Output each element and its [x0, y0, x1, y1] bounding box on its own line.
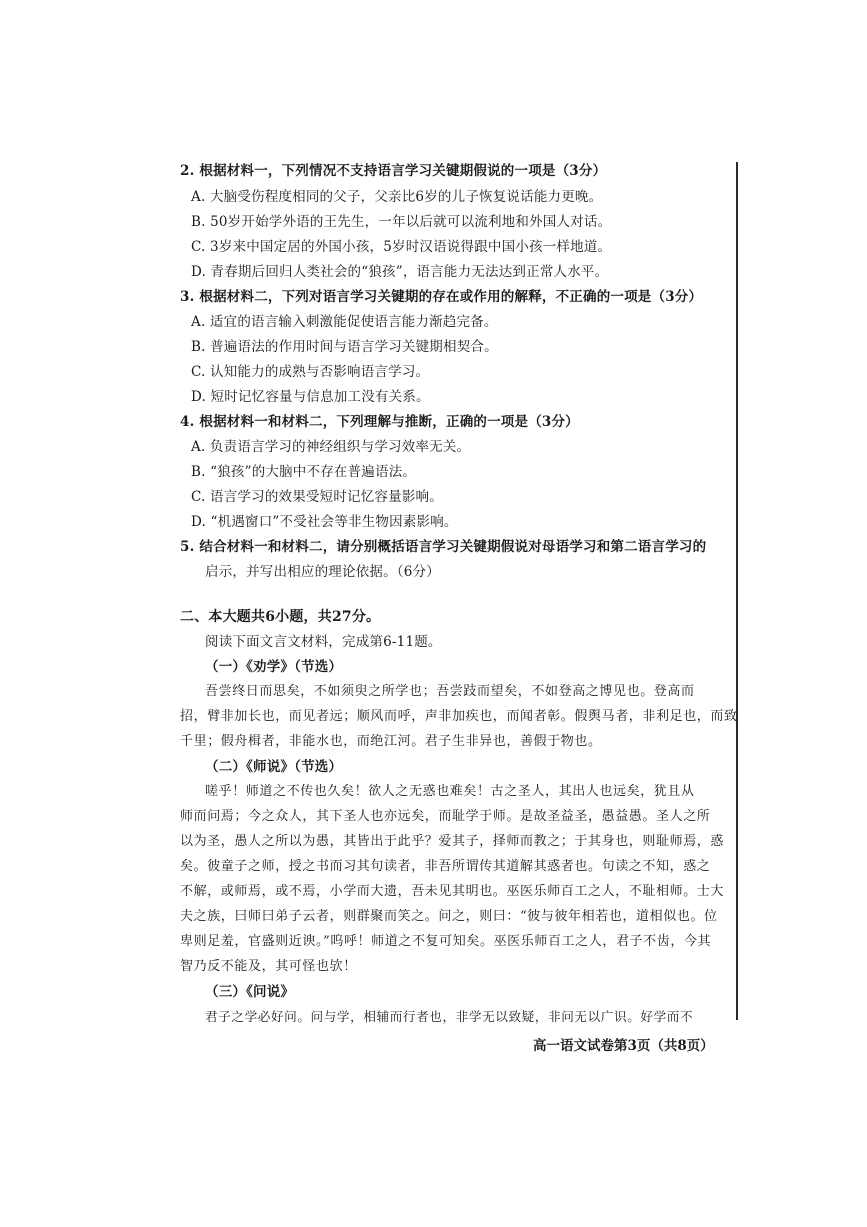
section-2-title: 二、本大题共6小题，共27分。: [180, 609, 381, 625]
passage-2-line: 师而问焉；今之众人，其下圣人也亦远矣，而耻学于师。是故圣益圣，愚益愚。圣人之所: [180, 809, 711, 824]
question-4-option-a: A. 负责语言学习的神经组织与学习效率无关。: [191, 439, 471, 455]
passage-3-heading: （三）《问说》: [205, 984, 295, 1000]
question-3-option-a: A. 适宜的语言输入刺激能促使语言能力渐趋完备。: [191, 314, 498, 330]
passage-2-line: 不解，或师焉，或不焉，小学而大遗，吾未见其明也。巫医乐师百工之人，不耻相师。士大: [180, 884, 725, 899]
page-footer: 高一语文试卷第3页（共8页）: [533, 1038, 714, 1054]
margin-rule: [736, 162, 738, 1020]
passage-1-heading: （一）《劝学》（节选）: [205, 659, 343, 675]
passage-2-line: 矣。彼童子之师，授之书而习其句读者，非吾所谓传其道解其惑者也。句读之不知，惑之: [180, 859, 711, 874]
question-5-stem-line-2: 启示，并写出相应的理论依据。（6分）: [205, 564, 440, 580]
question-4-option-b: B. “狼孩”的大脑中不存在普遍语法。: [191, 464, 417, 480]
question-2-option-d: D. 青春期后回归人类社会的“狼孩”，语言能力无法达到正常人水平。: [191, 264, 609, 280]
question-3-option-b: B. 普遍语法的作用时间与语言学习关键期相契合。: [191, 339, 498, 355]
question-2-stem: 2. 根据材料一，下列情况不支持语言学习关键期假说的一项是（3分）: [180, 163, 607, 179]
question-2-option-c: C. 3岁来中国定居的外国小孩，5岁时汉语说得跟中国小孩一样地道。: [191, 239, 612, 255]
question-4-option-d: D. “机遇窗口”不受社会等非生物因素影响。: [191, 514, 458, 530]
passage-2-heading: （二）《师说》（节选）: [205, 759, 343, 775]
section-2-intro: 阅读下面文言文材料，完成第6-11题。: [205, 634, 442, 650]
passage-3-line: 君子之学必好问。问与学，相辅而行者也，非学无以致疑，非问无以广识。好学而不: [205, 1009, 694, 1024]
passage-1-line: 吾尝终日而思矣，不如须臾之所学也；吾尝跂而望矣，不如登高之博见也。登高而: [205, 684, 695, 699]
question-4-option-c: C. 语言学习的效果受短时记忆容量影响。: [191, 489, 443, 505]
passage-2-line: 以为圣，愚人之所以为愚，其皆出于此乎？爱其子，择师而教之；于其身也，则耻师焉，惑: [180, 834, 725, 849]
passage-1-line: 千里；假舟楫者，非能水也，而绝江河。君子生非异也，善假于物也。: [180, 734, 602, 749]
question-2-option-a: A. 大脑受伤程度相同的父子，父亲比6岁的儿子恢复说话能力更晚。: [191, 189, 603, 205]
question-3-option-d: D. 短时记忆容量与信息加工没有关系。: [191, 389, 430, 405]
passage-1-line: 招，臂非加长也，而见者远；顺风而呼，声非加疾也，而闻者彰。假舆马者，非利足也，而致: [180, 709, 738, 724]
question-2-option-b: B. 50岁开始学外语的王先生，一年以后就可以流利地和外国人对话。: [191, 214, 612, 230]
question-3-stem: 3. 根据材料二，下列对语言学习关键期的存在或作用的解释，不正确的一项是（3分）: [180, 289, 703, 305]
passage-2-line: 智乃反不能及，其可怪也欤！: [180, 959, 357, 974]
question-3-option-c: C. 认知能力的成熟与否影响语言学习。: [191, 364, 430, 380]
passage-2-line: 嗟乎！师道之不传也久矣！欲人之无惑也难矣！古之圣人，其出人也远矣，犹且从: [205, 784, 695, 799]
passage-2-line-underlined: 卑则足羞，官盛则近谀。”呜呼！师道之不复可知矣。巫医乐师百工之人，君子不齿，今其: [180, 934, 712, 949]
question-5-stem-line-1: 5. 结合材料一和材料二，请分别概括语言学习关键期假说对母语学习和第二语言学习的: [180, 539, 707, 555]
question-4-stem: 4. 根据材料一和材料二，下列理解与推断，正确的一项是（3分）: [180, 414, 579, 430]
passage-2-line: 夫之族，曰师曰弟子云者，则群聚而笑之。问之，则曰：“彼与彼年相若也，道相似也。位: [180, 909, 718, 924]
